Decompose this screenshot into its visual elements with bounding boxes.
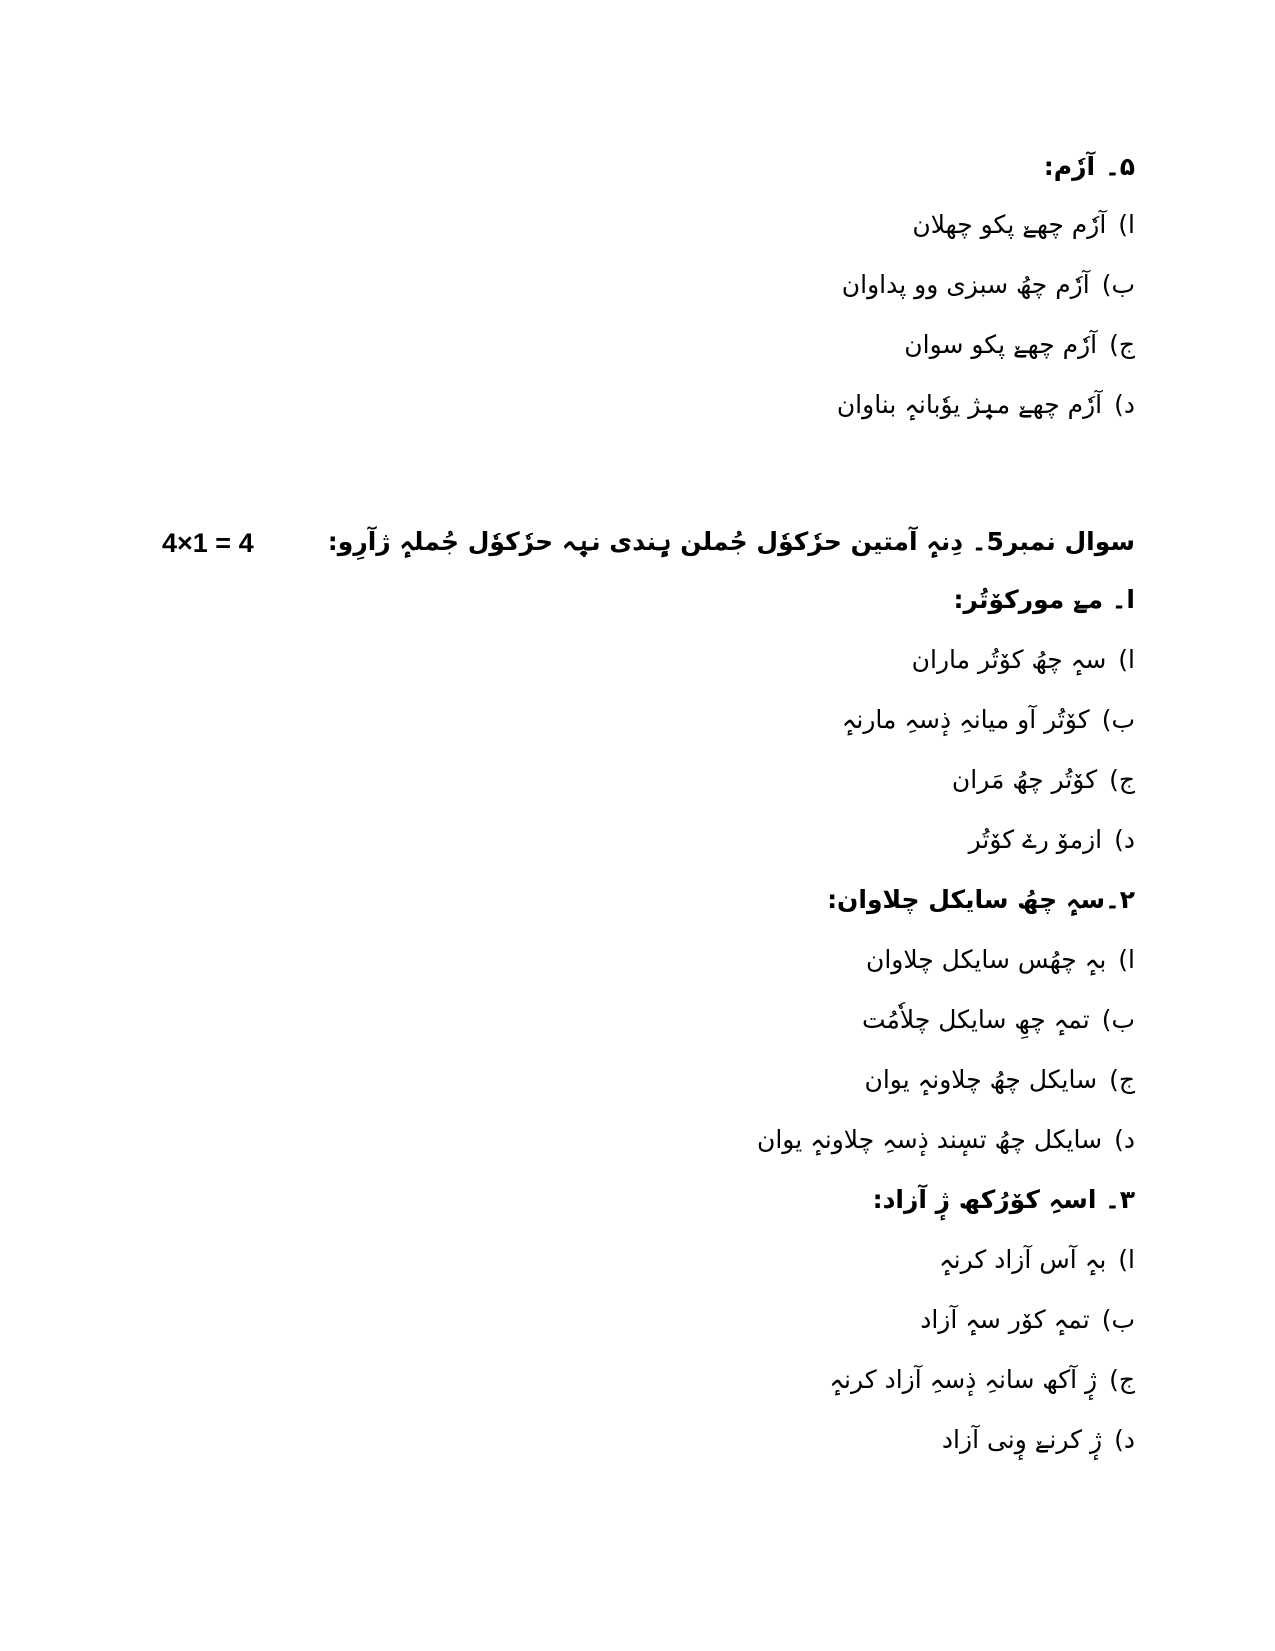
section-5-option-d bbox=[837, 388, 1135, 422]
option-text: سہٕ چھُ کوٚتُر ماران bbox=[911, 645, 1107, 674]
option-letter: د) bbox=[1114, 825, 1135, 854]
option-text: کوٚتُر چھُ مَران bbox=[951, 765, 1098, 794]
option-letter: ب) bbox=[1101, 705, 1135, 734]
option-letter: ج) bbox=[1109, 330, 1135, 359]
item-3-heading: ۳۔ اسہِ کوٚرُکھ ژٕ آزاد: bbox=[872, 1185, 1135, 1214]
option-letter: د) bbox=[1114, 1125, 1135, 1154]
section-5-title: آرٗم: bbox=[1043, 152, 1096, 181]
option-text: بہٕ چھُس سایکل چلاوان bbox=[865, 945, 1107, 974]
option-letter: ج) bbox=[1109, 1065, 1135, 1094]
item-2-heading: ۲۔سہٕ چھُ سایکل چلاوان: bbox=[827, 885, 1135, 914]
item-1-option-c bbox=[952, 763, 1135, 797]
item-3-option-b bbox=[920, 1303, 1135, 1337]
item-2-option-c bbox=[865, 1063, 1136, 1097]
section-5-number: ۵۔ bbox=[1105, 152, 1135, 181]
option-letter: ب) bbox=[1101, 270, 1135, 299]
item-3-option-a bbox=[939, 1243, 1135, 1277]
option-text: ژٕ کرنےٚ وٕنی آزاد bbox=[941, 1425, 1103, 1454]
option-text: تمہٕ کوٚر سہٕ آزاد bbox=[920, 1305, 1090, 1334]
option-text: آرٗم چھےٚ پکو چھلان bbox=[912, 210, 1107, 239]
option-text: ازموٚ رےٚ کوٚتُر bbox=[968, 825, 1103, 854]
section-5-option-b bbox=[842, 268, 1135, 302]
item-1-option-d bbox=[969, 823, 1135, 857]
item-3-option-d bbox=[942, 1423, 1135, 1457]
option-letter: ا) bbox=[1118, 645, 1135, 674]
item-2-option-a bbox=[866, 943, 1135, 977]
option-letter: د) bbox=[1114, 390, 1135, 419]
option-text: سایکل چھُ چلاونہٕ یوان bbox=[864, 1065, 1098, 1094]
section-5-option-c bbox=[904, 328, 1135, 362]
option-letter: ج) bbox=[1109, 765, 1135, 794]
option-text: آرٗم چھےٚ پکو سوان bbox=[904, 330, 1098, 359]
item-2-option-d bbox=[757, 1123, 1135, 1157]
option-text: بہٕ آس آزاد کرنہٕ bbox=[938, 1245, 1107, 1274]
option-text: آرٗم چھُ سبزی وو پداوان bbox=[841, 270, 1090, 299]
option-text: کوٚتُر آو میانہِ ذٕسہِ مارنہٕ bbox=[841, 705, 1090, 734]
section-5-option-a bbox=[912, 208, 1135, 242]
option-letter: ب) bbox=[1101, 1305, 1135, 1334]
section-5-heading bbox=[1044, 150, 1135, 184]
option-letter: ب) bbox=[1101, 1005, 1135, 1034]
option-text: تمہٕ چھِ سایکل چلاٗمُت bbox=[861, 1005, 1090, 1034]
item-2-option-b bbox=[862, 1003, 1135, 1037]
item-1-heading: ا۔ مےٚ مورکوٚتُر: bbox=[953, 585, 1135, 614]
option-letter: ج) bbox=[1109, 1365, 1135, 1394]
option-letter: ا) bbox=[1118, 945, 1135, 974]
marks-label: 4×1 = 4 bbox=[162, 528, 254, 558]
option-text: ژٕ آکھ سانہِ ذٕسہِ آزاد کرنہٕ bbox=[829, 1365, 1098, 1394]
item-1-option-a bbox=[912, 643, 1135, 677]
option-letter: ا) bbox=[1118, 1245, 1135, 1274]
option-text: سایکل چھُ تسٕند ذٕسہِ چلاونہٕ یوان bbox=[756, 1125, 1103, 1154]
option-letter: ا) bbox=[1118, 210, 1135, 239]
option-letter: د) bbox=[1114, 1425, 1135, 1454]
option-text: آرٗم چھےٚ میٖژ یوٗبانہٕ بناوان bbox=[836, 390, 1103, 419]
question-5-title: سوال نمبر5۔ دِنہٕ آمتین حرٗکوٗل جُملن ہٕندی نیٖہ حرٗکوٗل جُملہٕ ژآرِو: bbox=[327, 527, 1135, 556]
item-1-option-b bbox=[842, 703, 1135, 737]
item-3-option-c bbox=[829, 1363, 1135, 1397]
